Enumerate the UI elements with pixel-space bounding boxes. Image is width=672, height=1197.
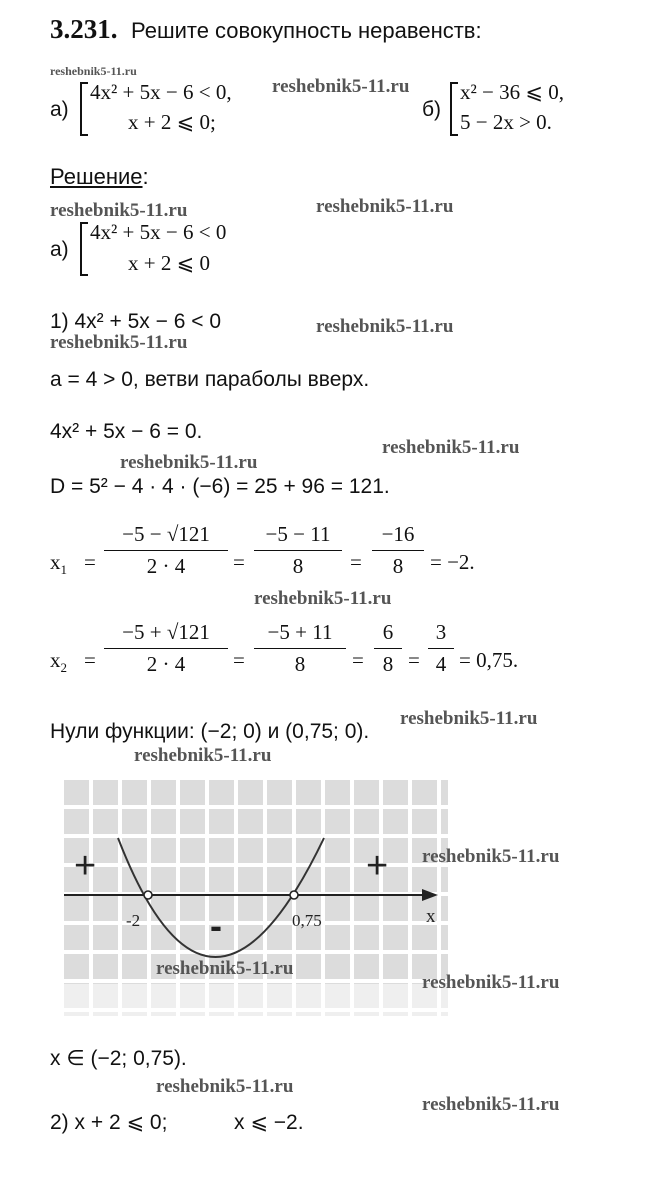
solution-a-line1: 4x² + 5x − 6 < 0 (90, 220, 227, 244)
watermark: reshebnik5-11.ru (134, 745, 272, 766)
plus-sign-left: + (74, 845, 97, 887)
watermark: reshebnik5-11.ru (382, 437, 520, 458)
watermark: reshebnik5-11.ru (156, 1076, 294, 1097)
problem-a-line2: x + 2 ⩽ 0; (128, 110, 216, 134)
equals-sign: = (233, 550, 245, 574)
problem-b-line1: x² − 36 ⩽ 0, (460, 80, 564, 104)
equals-sign: = (350, 550, 362, 574)
root-label-1: -2 (126, 911, 141, 930)
equals-sign: = (84, 648, 96, 672)
problem-title: Решите совокупность неравенств: (131, 18, 482, 43)
x1-denominator-2: 8 (292, 554, 304, 578)
step2: 2) x + 2 ⩽ 0; (50, 1111, 168, 1134)
x2-numerator-4: 3 (435, 620, 447, 644)
watermark: reshebnik5-11.ru (50, 332, 188, 353)
watermark: reshebnik5-11.ru (120, 452, 258, 473)
watermark: reshebnik5-11.ru (254, 588, 392, 609)
problem-b-line2: 5 − 2x > 0. (460, 110, 552, 134)
watermark: reshebnik5-11.ru (422, 972, 560, 993)
watermark: reshebnik5-11.ru (316, 316, 454, 337)
x1-numerator-3: −16 (381, 522, 415, 546)
axis-label-x: x (426, 906, 436, 927)
x1-fraction-2 (254, 522, 342, 579)
x2-denominator-1: 2 · 4 (146, 652, 186, 676)
equals-sign: = (84, 550, 96, 574)
x1-denominator-1: 2 · 4 (146, 554, 186, 578)
x2-result: = 0,75. (459, 648, 519, 672)
watermark: reshebnik5-11.ru (422, 1094, 560, 1115)
x2-denominator-3: 8 (382, 652, 394, 676)
step1: 1) 4x² + 5x − 6 < 0 (50, 310, 222, 333)
solution-a-line2: x + 2 ⩽ 0 (128, 251, 210, 275)
x2-fraction-3 (374, 620, 402, 677)
problem-b-label: б) (422, 98, 442, 121)
problem-a-bracket (80, 82, 88, 136)
x2-fraction-1 (104, 620, 228, 677)
coefficient-line: a = 4 > 0, ветви параболы вверх. (50, 368, 370, 391)
graph-bottom-fade (60, 984, 448, 1016)
x1-fraction-3 (372, 522, 424, 579)
x1-fraction-1 (104, 522, 228, 579)
solution-a-bracket (80, 222, 88, 276)
solution-heading-text: Решение (50, 164, 143, 189)
x2-denominator-4: 4 (435, 652, 447, 676)
plus-sign-right: + (366, 845, 389, 887)
problem-number: 3.231. (50, 14, 118, 44)
watermark: reshebnik5-11.ru (422, 846, 560, 867)
problem-a-label: а) (50, 98, 69, 121)
x1-label: $x_1$ (50, 550, 68, 578)
x2-denominator-2: 8 (294, 652, 306, 676)
solution-heading-colon: : (142, 164, 149, 189)
watermark: reshebnik5-11.ru (272, 76, 410, 97)
root-point-2 (290, 891, 298, 899)
x2-fraction-2 (254, 620, 346, 677)
x2-numerator-1: −5 + √121 (122, 620, 210, 644)
step2-result: x ⩽ −2. (234, 1111, 304, 1134)
watermark: reshebnik5-11.ru (316, 196, 454, 217)
watermark: reshebnik5-11.ru (400, 708, 538, 729)
watermark: reshebnik5-11.ru (50, 64, 137, 78)
watermark: reshebnik5-11.ru (156, 958, 294, 979)
problem-b-bracket (450, 82, 458, 136)
problem-a-line1: 4x² + 5x − 6 < 0, (90, 80, 232, 104)
equals-sign: = (352, 648, 364, 672)
x2-numerator-2: −5 + 11 (267, 620, 333, 644)
solution-a-label: а) (50, 238, 69, 261)
equals-sign: = (408, 648, 420, 672)
root-label-2: 0,75 (292, 911, 322, 930)
answer-interval: x ∈ (−2; 0,75). (50, 1047, 187, 1070)
x2-numerator-3: 6 (382, 620, 394, 644)
zeros-line: Нули функции: (−2; 0) и (0,75; 0). (50, 720, 370, 743)
equation-line: 4x² + 5x − 6 = 0. (50, 420, 203, 443)
minus-sign: - (210, 905, 222, 946)
equals-sign: = (233, 648, 245, 672)
discriminant-line: D = 5² − 4 · 4 · (−6) = 25 + 96 = 121. (50, 475, 390, 498)
x1-result: = −2. (430, 550, 475, 574)
root-point-1 (144, 891, 152, 899)
watermark: reshebnik5-11.ru (50, 200, 188, 221)
x1-numerator-1: −5 − √121 (122, 522, 210, 546)
solution-heading (50, 164, 149, 190)
x2-fraction-4 (428, 620, 454, 677)
x2-label: $x_2$ (50, 648, 68, 676)
x1-denominator-3: 8 (392, 554, 404, 578)
parabola-graph (60, 776, 448, 1016)
x1-numerator-2: −5 − 11 (265, 522, 331, 546)
